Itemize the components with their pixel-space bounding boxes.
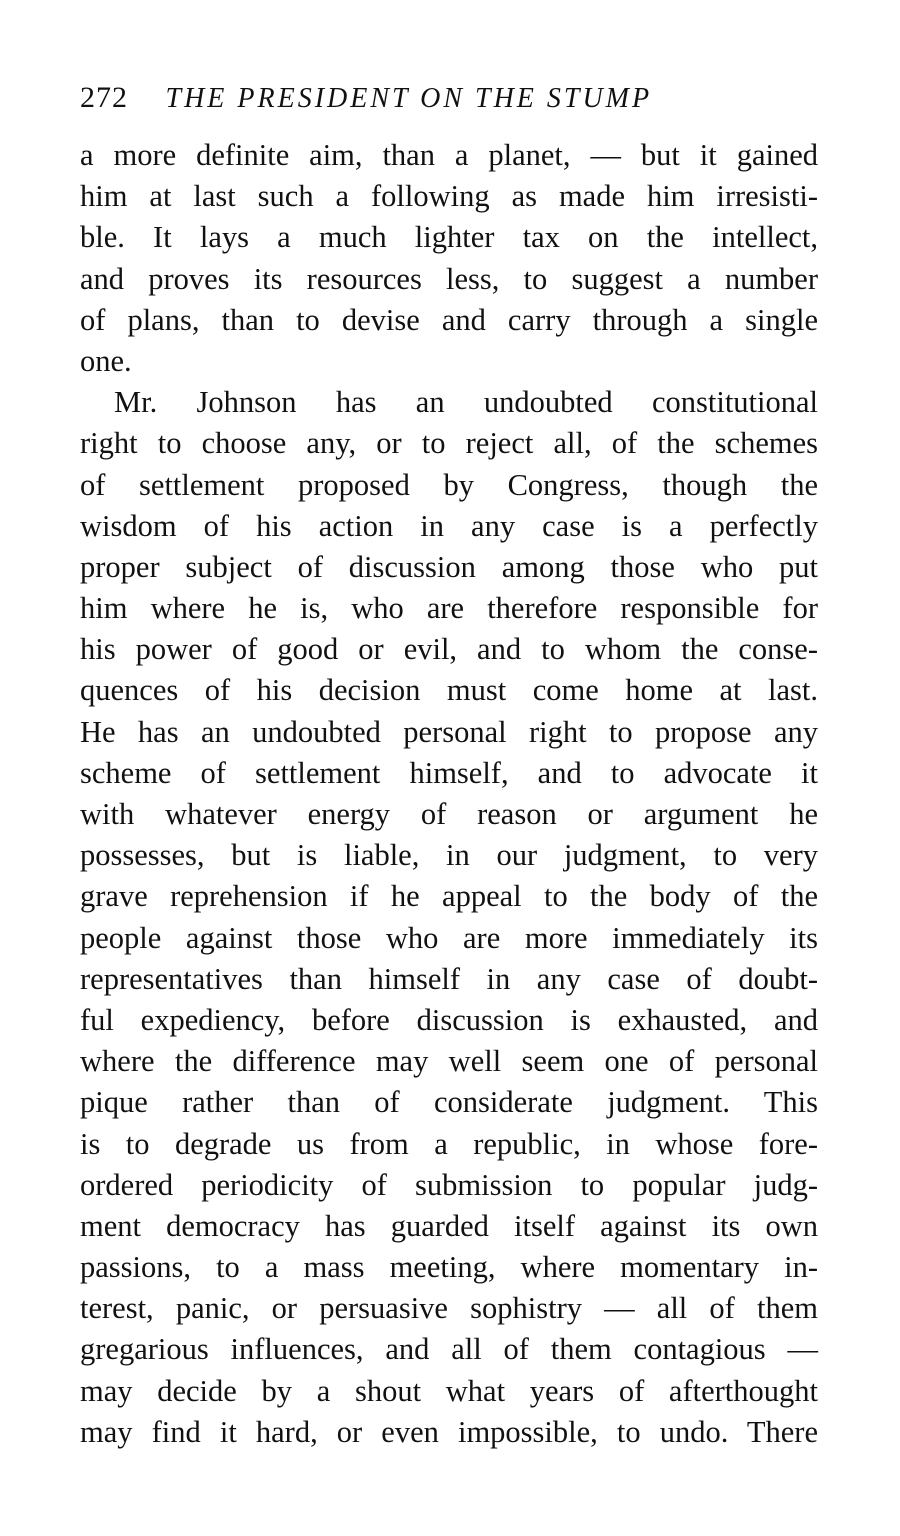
- text-line: of settlement proposed by Congress, though the: [80, 467, 818, 502]
- text-line: where the difference may well seem one of personal: [80, 1044, 818, 1079]
- text-line: gregarious influences, and all of them contagious —: [80, 1332, 818, 1367]
- text-line: ordered periodicity of submission to popular judg-: [80, 1167, 818, 1202]
- text-line: terest, panic, or persuasive sophistry — all of them: [80, 1291, 818, 1326]
- text-line: with whatever energy of reason or argument he: [80, 797, 818, 831]
- text-line: is to degrade us from a republic, in whose fore-: [80, 1126, 818, 1161]
- text-line: quences of his decision must come home at last.: [80, 673, 818, 708]
- text-line: people against those who are more immediately its: [80, 920, 818, 955]
- text-line: representatives than himself in any case of doubt-: [80, 961, 818, 996]
- text-line: him at last such a following as made him irresisti-: [80, 179, 818, 214]
- text-line: ment democracy has guarded itself against its own: [80, 1208, 818, 1243]
- running-title: THE PRESIDENT ON THE STUMP: [165, 83, 653, 114]
- text-line: his power of good or evil, and to whom the conse-: [80, 632, 818, 667]
- text-line: may decide by a shout what years of afterthought: [80, 1373, 818, 1408]
- page-number: 272: [80, 81, 128, 114]
- text-line: pique rather than of considerate judgment. This: [80, 1085, 818, 1120]
- text-line: of plans, than to devise and carry through a single: [80, 302, 818, 337]
- running-head: [80, 78, 820, 118]
- text-line: ble. It lays a much lighter tax on the intellect,: [80, 220, 818, 255]
- text-line: may find it hard, or even impossible, to undo. There: [80, 1414, 818, 1449]
- text-line: scheme of settlement himself, and to advocate it: [80, 755, 818, 790]
- text-line: grave reprehension if he appeal to the body of the: [80, 879, 818, 914]
- text-line: proper subject of discussion among those who put: [80, 549, 818, 584]
- text-line: right to choose any, or to reject all, of the schemes: [80, 426, 818, 461]
- text-line: passions, to a mass meeting, where momentary in-: [80, 1250, 818, 1285]
- body-text: [80, 135, 818, 1453]
- text-line: He has an undoubted personal right to propose any: [80, 714, 818, 749]
- paragraph-start-line: Mr. Johnson has an undoubted constitutional: [114, 385, 818, 420]
- text-line: wisdom of his action in any case is a perfectly: [80, 508, 818, 543]
- paragraph-end-line: one.: [80, 343, 132, 378]
- text-line: a more definite aim, than a planet, — but it gained: [80, 138, 818, 172]
- text-line: and proves its resources less, to suggest a number: [80, 261, 818, 296]
- text-line: him where he is, who are therefore responsible for: [80, 591, 818, 626]
- text-line: possesses, but is liable, in our judgment, to very: [80, 838, 818, 873]
- text-line: ful expediency, before discussion is exhausted, and: [80, 1002, 818, 1037]
